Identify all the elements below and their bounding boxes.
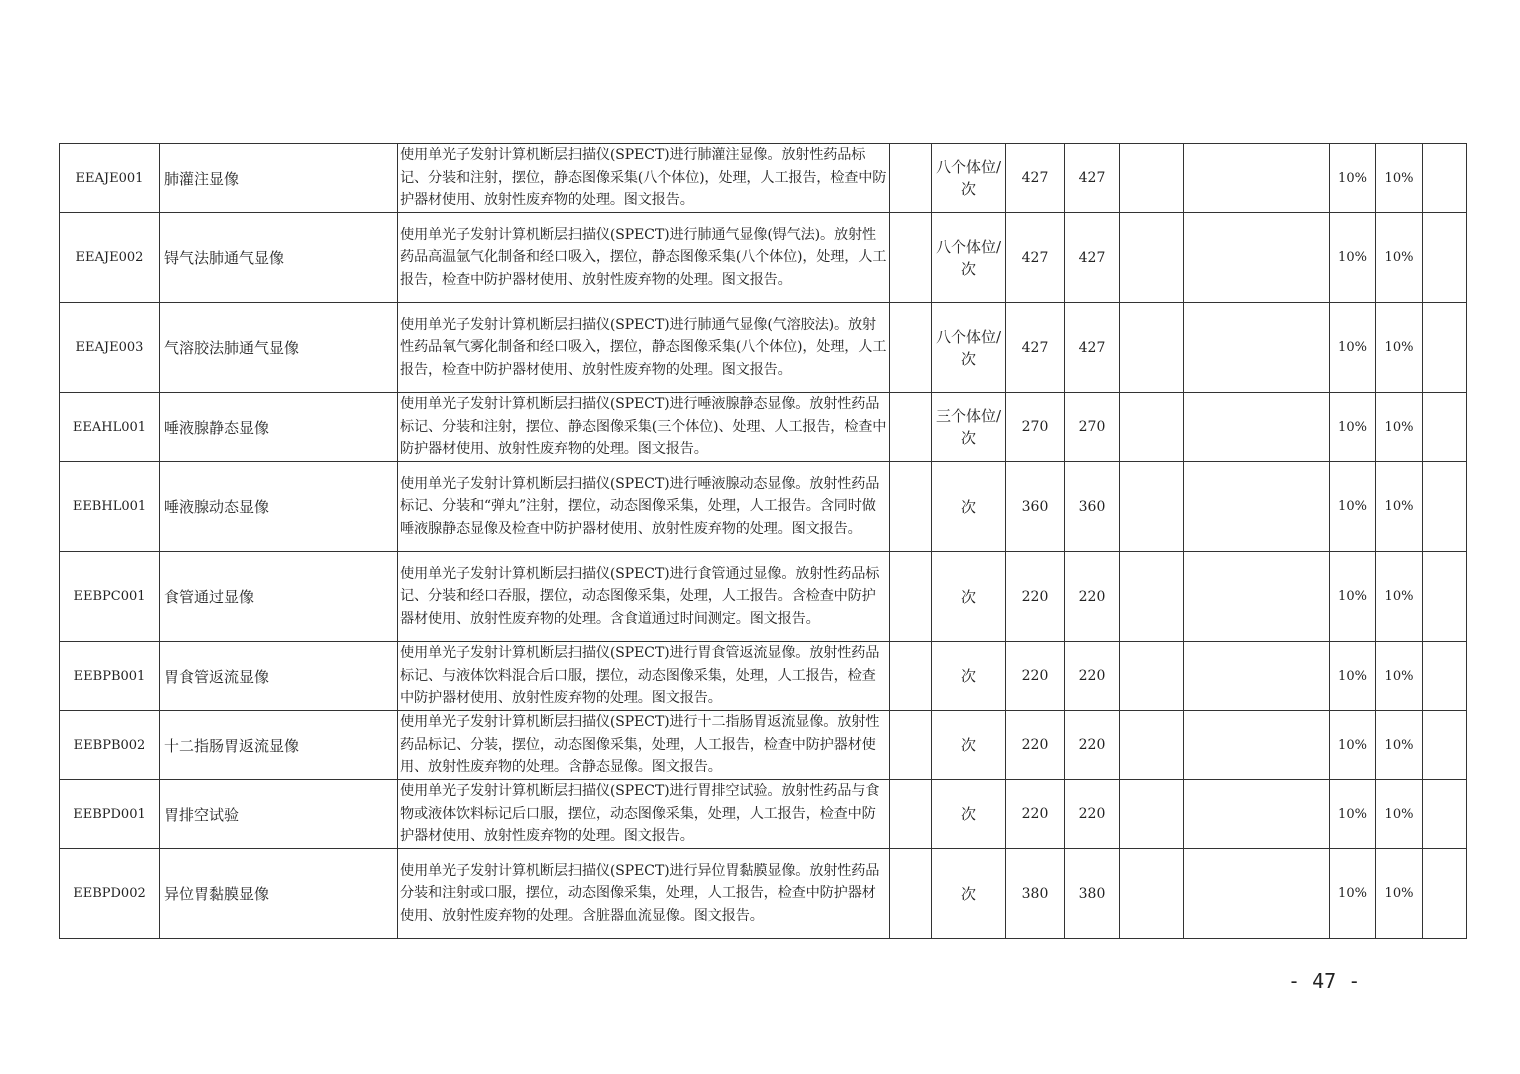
ratio-cell: 10% bbox=[1376, 393, 1423, 462]
item-name-cell: 唾液腺静态显像 bbox=[160, 393, 398, 462]
ratio-cell: 10% bbox=[1376, 552, 1423, 642]
item-name-cell: 胃食管返流显像 bbox=[160, 642, 398, 711]
price-cell: 220 bbox=[1006, 552, 1065, 642]
ratio-cell: 10% bbox=[1376, 462, 1423, 552]
empty-cell bbox=[1423, 780, 1467, 849]
empty-cell bbox=[1120, 780, 1184, 849]
item-description-cell: 使用单光子发射计算机断层扫描仪(SPECT)进行肺通气显像(气溶胶法)。放射性药品氧气雾化制备和经口吸入，摆位，静态图像采集(八个体位)，处理，人工报告，检查中防护器材使用、放射性废弃物的处理。图文报告。 bbox=[398, 303, 890, 393]
unit-cell: 三个体位/次 bbox=[932, 393, 1006, 462]
empty-cell bbox=[1120, 303, 1184, 393]
empty-cell bbox=[890, 303, 932, 393]
empty-cell bbox=[1184, 780, 1330, 849]
empty-cell bbox=[1120, 462, 1184, 552]
price-cell: 270 bbox=[1065, 393, 1120, 462]
ratio-cell: 10% bbox=[1330, 144, 1376, 213]
item-description-cell: 使用单光子发射计算机断层扫描仪(SPECT)进行胃食管返流显像。放射性药品标记、与液体饮料混合后口服，摆位，动态图像采集，处理，人工报告，检查中防护器材使用、放射性废弃物的处理。图文报告。 bbox=[398, 642, 890, 711]
empty-cell bbox=[1120, 393, 1184, 462]
empty-cell bbox=[1120, 642, 1184, 711]
fee-table bbox=[59, 143, 1467, 939]
empty-cell bbox=[1184, 849, 1330, 939]
empty-cell bbox=[890, 642, 932, 711]
ratio-cell: 10% bbox=[1330, 393, 1376, 462]
empty-cell bbox=[890, 780, 932, 849]
unit-cell: 次 bbox=[932, 711, 1006, 780]
table-row bbox=[60, 213, 1467, 303]
table-row bbox=[60, 462, 1467, 552]
ratio-cell: 10% bbox=[1376, 303, 1423, 393]
price-cell: 360 bbox=[1065, 462, 1120, 552]
item-code-cell: EEAHL001 bbox=[60, 393, 160, 462]
table-row bbox=[60, 849, 1467, 939]
ratio-cell: 10% bbox=[1330, 849, 1376, 939]
price-cell: 220 bbox=[1065, 780, 1120, 849]
item-name-cell: 食管通过显像 bbox=[160, 552, 398, 642]
item-description-cell: 使用单光子发射计算机断层扫描仪(SPECT)进行肺通气显像(锝气法)。放射性药品高温氩气化制备和经口吸入，摆位，静态图像采集(八个体位)，处理，人工报告，检查中防护器材使用、放射性废弃物的处理。图文报告。 bbox=[398, 213, 890, 303]
ratio-cell: 10% bbox=[1376, 780, 1423, 849]
item-code-cell: EEAJE002 bbox=[60, 213, 160, 303]
empty-cell bbox=[1423, 303, 1467, 393]
empty-cell bbox=[890, 144, 932, 213]
empty-cell bbox=[1120, 213, 1184, 303]
empty-cell bbox=[1184, 303, 1330, 393]
unit-cell: 次 bbox=[932, 849, 1006, 939]
table-row bbox=[60, 711, 1467, 780]
ratio-cell: 10% bbox=[1376, 144, 1423, 213]
item-code-cell: EEBPC001 bbox=[60, 552, 160, 642]
item-description-cell: 使用单光子发射计算机断层扫描仪(SPECT)进行唾液腺静态显像。放射性药品标记、分装和注射，摆位、静态图像采集(三个体位)、处理、人工报告，检查中防护器材使用、放射性废弃物的处理。图文报告。 bbox=[398, 393, 890, 462]
unit-cell: 次 bbox=[932, 642, 1006, 711]
table-body bbox=[60, 144, 1467, 939]
empty-cell bbox=[1120, 711, 1184, 780]
empty-cell bbox=[1120, 849, 1184, 939]
empty-cell bbox=[890, 462, 932, 552]
price-cell: 220 bbox=[1065, 711, 1120, 780]
empty-cell bbox=[890, 213, 932, 303]
table-row bbox=[60, 144, 1467, 213]
price-cell: 427 bbox=[1065, 213, 1120, 303]
unit-cell: 次 bbox=[932, 462, 1006, 552]
item-description-cell: 使用单光子发射计算机断层扫描仪(SPECT)进行异位胃黏膜显像。放射性药品分装和注射或口服，摆位，动态图像采集，处理，人工报告，检查中防护器材使用、放射性废弃物的处理。含脏器血流显像。图文报告。 bbox=[398, 849, 890, 939]
empty-cell bbox=[1184, 144, 1330, 213]
empty-cell bbox=[1423, 213, 1467, 303]
table-row bbox=[60, 393, 1467, 462]
empty-cell bbox=[1184, 393, 1330, 462]
item-code-cell: EEBPB001 bbox=[60, 642, 160, 711]
empty-cell bbox=[1423, 849, 1467, 939]
unit-cell: 次 bbox=[932, 780, 1006, 849]
price-cell: 220 bbox=[1065, 642, 1120, 711]
empty-cell bbox=[1184, 642, 1330, 711]
price-cell: 220 bbox=[1006, 642, 1065, 711]
item-name-cell: 十二指肠胃返流显像 bbox=[160, 711, 398, 780]
price-cell: 220 bbox=[1065, 552, 1120, 642]
table-row bbox=[60, 780, 1467, 849]
item-name-cell: 唾液腺动态显像 bbox=[160, 462, 398, 552]
ratio-cell: 10% bbox=[1376, 642, 1423, 711]
price-cell: 220 bbox=[1006, 711, 1065, 780]
unit-cell: 八个体位/次 bbox=[932, 213, 1006, 303]
table-row bbox=[60, 552, 1467, 642]
empty-cell bbox=[890, 552, 932, 642]
unit-cell: 八个体位/次 bbox=[932, 303, 1006, 393]
ratio-cell: 10% bbox=[1376, 849, 1423, 939]
item-code-cell: EEBPD002 bbox=[60, 849, 160, 939]
item-code-cell: EEBPD001 bbox=[60, 780, 160, 849]
item-description-cell: 使用单光子发射计算机断层扫描仪(SPECT)进行十二指肠胃返流显像。放射性药品标记、分装，摆位，动态图像采集，处理，人工报告，检查中防护器材使用、放射性废弃物的处理。含静态显像。图文报告。 bbox=[398, 711, 890, 780]
ratio-cell: 10% bbox=[1330, 462, 1376, 552]
item-description-cell: 使用单光子发射计算机断层扫描仪(SPECT)进行唾液腺动态显像。放射性药品标记、分装和“弹丸”注射，摆位，动态图像采集，处理，人工报告。含同时做唾液腺静态显像及检查中防护器材使用、放射性废弃物的处理。图文报告。 bbox=[398, 462, 890, 552]
empty-cell bbox=[1423, 462, 1467, 552]
ratio-cell: 10% bbox=[1330, 303, 1376, 393]
ratio-cell: 10% bbox=[1330, 552, 1376, 642]
ratio-cell: 10% bbox=[1330, 213, 1376, 303]
table-row bbox=[60, 642, 1467, 711]
item-code-cell: EEBPB002 bbox=[60, 711, 160, 780]
empty-cell bbox=[1423, 711, 1467, 780]
empty-cell bbox=[1120, 552, 1184, 642]
price-cell: 427 bbox=[1006, 303, 1065, 393]
price-cell: 380 bbox=[1006, 849, 1065, 939]
ratio-cell: 10% bbox=[1376, 711, 1423, 780]
item-code-cell: EEAJE001 bbox=[60, 144, 160, 213]
unit-cell: 次 bbox=[932, 552, 1006, 642]
ratio-cell: 10% bbox=[1330, 780, 1376, 849]
price-cell: 427 bbox=[1065, 303, 1120, 393]
empty-cell bbox=[1423, 642, 1467, 711]
item-name-cell: 锝气法肺通气显像 bbox=[160, 213, 398, 303]
price-cell: 427 bbox=[1006, 213, 1065, 303]
ratio-cell: 10% bbox=[1376, 213, 1423, 303]
empty-cell bbox=[1120, 144, 1184, 213]
page-number: - 47 - bbox=[1288, 969, 1361, 993]
price-cell: 220 bbox=[1006, 780, 1065, 849]
price-cell: 380 bbox=[1065, 849, 1120, 939]
price-cell: 427 bbox=[1006, 144, 1065, 213]
price-cell: 427 bbox=[1065, 144, 1120, 213]
empty-cell bbox=[1423, 393, 1467, 462]
empty-cell bbox=[1423, 144, 1467, 213]
item-code-cell: EEAJE003 bbox=[60, 303, 160, 393]
empty-cell bbox=[1184, 462, 1330, 552]
empty-cell bbox=[890, 393, 932, 462]
empty-cell bbox=[890, 849, 932, 939]
item-name-cell: 肺灌注显像 bbox=[160, 144, 398, 213]
item-name-cell: 异位胃黏膜显像 bbox=[160, 849, 398, 939]
ratio-cell: 10% bbox=[1330, 711, 1376, 780]
item-name-cell: 胃排空试验 bbox=[160, 780, 398, 849]
empty-cell bbox=[1184, 711, 1330, 780]
price-cell: 360 bbox=[1006, 462, 1065, 552]
unit-cell: 八个体位/次 bbox=[932, 144, 1006, 213]
item-name-cell: 气溶胶法肺通气显像 bbox=[160, 303, 398, 393]
ratio-cell: 10% bbox=[1330, 642, 1376, 711]
empty-cell bbox=[1184, 552, 1330, 642]
empty-cell bbox=[1423, 552, 1467, 642]
empty-cell bbox=[890, 711, 932, 780]
item-code-cell: EEBHL001 bbox=[60, 462, 160, 552]
price-cell: 270 bbox=[1006, 393, 1065, 462]
item-description-cell: 使用单光子发射计算机断层扫描仪(SPECT)进行食管通过显像。放射性药品标记、分装和经口吞服，摆位，动态图像采集，处理，人工报告。含检查中防护器材使用、放射性废弃物的处理。含食道通过时间测定。图文报告。 bbox=[398, 552, 890, 642]
empty-cell bbox=[1184, 213, 1330, 303]
item-description-cell: 使用单光子发射计算机断层扫描仪(SPECT)进行胃排空试验。放射性药品与食物或液体饮料标记后口服，摆位，动态图像采集，处理，人工报告，检查中防护器材使用、放射性废弃物的处理。图文报告。 bbox=[398, 780, 890, 849]
item-description-cell: 使用单光子发射计算机断层扫描仪(SPECT)进行肺灌注显像。放射性药品标记、分装和注射，摆位，静态图像采集(八个体位)，处理，人工报告，检查中防护器材使用、放射性废弃物的处理。图文报告。 bbox=[398, 144, 890, 213]
table-row bbox=[60, 303, 1467, 393]
